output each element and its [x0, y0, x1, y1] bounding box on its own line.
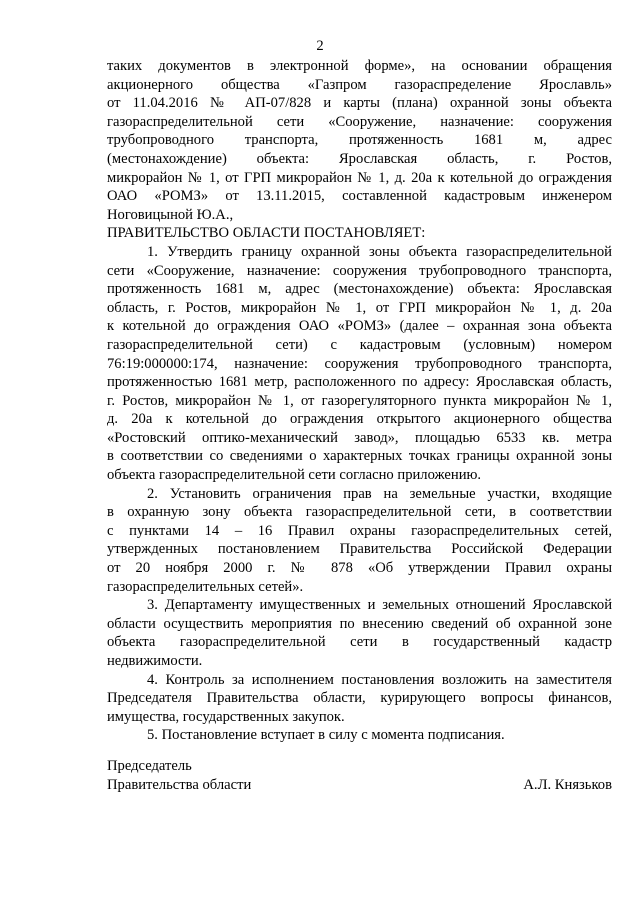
text-line: с пунктами 14 – 16 Правил охраны газораспределительных сетей,: [107, 522, 612, 539]
text-line: (местонахождение) объекта: Ярославская область, г. Ростов,: [107, 150, 612, 167]
text-line: трубопроводного транспорта, протяженность 1681 м, адрес: [107, 132, 612, 149]
text-line: «Ростовский оптико-механический завод», площадью 6533 кв. метра: [107, 429, 612, 446]
text-line: в соответствии со сведениями о характерных точках границы охранной зоны: [107, 448, 612, 465]
text-line: недвижимости.: [107, 653, 203, 669]
text-line: области осуществить мероприятия по внесению сведений об охранной зоне: [107, 615, 612, 632]
text-line: 4. Контроль за исполнением постановления возложить на заместителя: [147, 671, 612, 688]
page-number: 2: [316, 38, 324, 54]
text-line: область, г. Ростов, микрорайон № 1, от ГРП микрорайон № 1, д. 20а: [107, 299, 612, 316]
signatory-name: А.Л. Князьков: [523, 776, 612, 793]
text-line: в охранную зону объекта газораспределительной сети, в соответствии: [107, 504, 612, 521]
text-line: к котельной до ограждения ОАО «РОМЗ» (далее – охранная зона объекта: [107, 318, 612, 335]
text-line: 5. Постановление вступает в силу с момента подписания.: [147, 727, 505, 744]
text-line: имущества, государственных закупок.: [107, 708, 345, 725]
text-line: от 20 ноября 2000 г. № 878 «Об утверждении Правил охраны: [107, 560, 612, 577]
text-line: ПРАВИТЕЛЬСТВО ОБЛАСТИ ПОСТАНОВЛЯЕТ:: [107, 225, 426, 242]
text-line: газораспределительной сети «Сооружение, назначение: сооружения: [107, 113, 612, 130]
text-line: акционерного общества «Газпром газораспределение Ярославль»: [107, 76, 612, 93]
text-line: микрорайон № 1, от ГРП микрорайон № 1, д. 20а к котельной до ограждения: [107, 169, 612, 186]
text-line: 3. Департаменту имущественных и земельных отношений Ярославской: [147, 597, 612, 614]
text-line: газораспределительной сети) с кадастровым (условным) номером: [107, 336, 612, 353]
text-line: объекта газораспределительной сети согласно приложению.: [107, 467, 482, 484]
text-line: 1. Утвердить границу охранной зоны объекта газораспределительной: [147, 243, 612, 260]
text-line: объекта газораспределительной сети в государственный кадастр: [107, 634, 612, 651]
signature-block: [107, 757, 612, 794]
signature-row: [107, 776, 612, 795]
text-line: от 11.04.2016 № АП-07/828 и карты (плана) охранной зоны объекта: [107, 95, 612, 112]
signature-title-line1: Председатель: [107, 758, 192, 774]
text-line: сети «Сооружение, назначение: сооружения трубопроводного транспорта,: [107, 262, 612, 279]
text-line: протяженность 1681 м, адрес (местонахождение) объекта: Ярославская: [107, 281, 612, 298]
text-line: ОАО «РОМЗ» от 13.11.2015, составленной кадастровым инженером: [107, 188, 612, 205]
text-line: утвержденных постановлением Правительства Российской Федерации: [107, 541, 612, 558]
text-line: Председателя Правительства области, курирующего вопросы финансов,: [107, 690, 612, 707]
text-line: г. Ростов, микрорайон № 1, от газорегуляторного пункта микрорайон № 1,: [107, 392, 612, 409]
text-line: 76:19:000000:174, назначение: сооружения трубопроводного транспорта,: [107, 355, 612, 372]
text-line: 2. Установить ограничения прав на земельные участки, входящие: [147, 485, 612, 502]
document-body: [107, 57, 612, 745]
text-line: таких документов в электронной форме», на основании обращения: [107, 58, 612, 74]
text-line: д. 20а к котельной до ограждения открытого акционерного общества: [107, 411, 612, 428]
text-line: газораспределительных сетей».: [107, 578, 304, 595]
text-line: Ноговицыной Ю.А.,: [107, 206, 234, 223]
signature-title-line2: Правительства области: [107, 776, 252, 793]
text-line: протяженностью 1681 метр, расположенного по адресу: Ярославская область,: [107, 374, 612, 391]
